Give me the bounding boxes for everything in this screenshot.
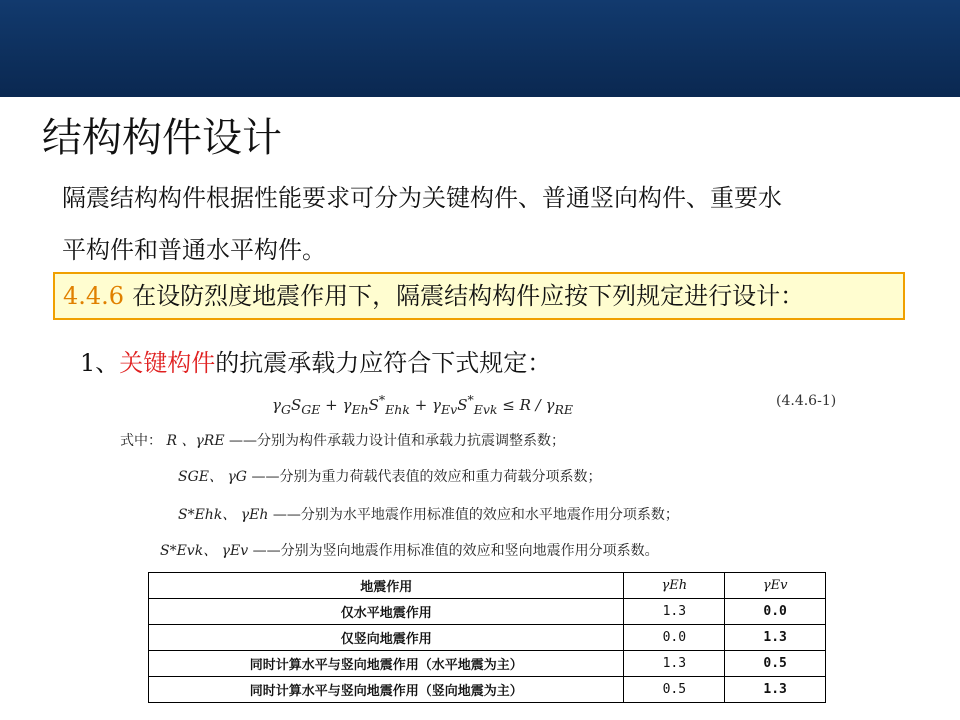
definition-prefix: 式中： <box>120 433 162 449</box>
table-cell: 同时计算水平与竖向地震作用（竖向地震为主） <box>149 677 624 703</box>
table-cell: 仅水平地震作用 <box>149 599 624 625</box>
header-bar <box>0 0 960 97</box>
definition-3-symbols: S*Ehk、 γEh <box>178 507 269 523</box>
page-title: 结构构件设计 <box>42 115 282 161</box>
table-header-cell: γEv <box>725 573 826 599</box>
definition-4 <box>160 540 659 560</box>
table-cell: 0.5 <box>624 677 725 703</box>
table-row <box>149 599 826 625</box>
definition-1-symbols: R 、γRE <box>166 433 225 449</box>
table-cell: 同时计算水平与竖向地震作用（水平地震为主） <box>149 651 624 677</box>
table-row <box>149 625 826 651</box>
definition-1-text: ——分别为构件承载力设计值和承载力抗震调整系数； <box>229 433 566 449</box>
table-cell: 1.3 <box>624 599 725 625</box>
table-cell: 0.0 <box>725 599 826 625</box>
item-1-text: 的抗震承载力应符合下式规定： <box>215 349 552 377</box>
definition-1 <box>120 430 565 450</box>
table-header-row <box>149 573 826 599</box>
item-1-highlight: 关键构件 <box>119 349 216 377</box>
definition-3 <box>178 504 679 524</box>
intro-line-1: 隔震结构构件根据性能要求可分为关键构件、普通竖向构件、重要水 <box>62 184 782 212</box>
table-cell: 1.3 <box>725 677 826 703</box>
formula-number: (4.4.6-1) <box>776 393 837 409</box>
item-1 <box>80 343 551 383</box>
table-cell: 1.3 <box>624 651 725 677</box>
definition-2-symbols: SGE、 γG <box>178 469 247 485</box>
table-cell: 1.3 <box>725 625 826 651</box>
rule-number: 4.4.6 <box>63 282 125 310</box>
table-row <box>149 677 826 703</box>
intro-line-2: 平构件和普通水平构件。 <box>62 236 326 264</box>
definition-2-text: ——分别为重力荷载代表值的效应和重力荷载分项系数； <box>251 469 602 485</box>
item-1-prefix: 1、 <box>80 349 120 377</box>
rule-callout <box>53 272 905 320</box>
table-header-cell: 地震作用 <box>149 573 624 599</box>
rule-text: 在设防烈度地震作用下，隔震结构构件应按下列规定进行设计： <box>132 282 805 310</box>
table-cell: 0.0 <box>624 625 725 651</box>
definition-4-symbols: S*Evk、 γEv <box>160 543 249 559</box>
definition-2 <box>178 466 601 486</box>
table-cell: 0.5 <box>725 651 826 677</box>
definition-4-text: ——分别为竖向地震作用标准值的效应和竖向地震作用分项系数。 <box>252 543 659 559</box>
formula: $\gamma_GS_{GE} + \gamma_{Eh}S^*_{Ehk} + \gamma_{Ev}S^*_{Evk} \le R / \gamma_{RE}$ <box>272 392 573 417</box>
table-header-cell: γEh <box>624 573 725 599</box>
table-cell: 仅竖向地震作用 <box>149 625 624 651</box>
intro-paragraph <box>62 172 902 276</box>
table-row <box>149 651 826 677</box>
factor-table <box>148 572 826 703</box>
definition-3-text: ——分别为水平地震作用标准值的效应和水平地震作用分项系数； <box>272 507 679 523</box>
